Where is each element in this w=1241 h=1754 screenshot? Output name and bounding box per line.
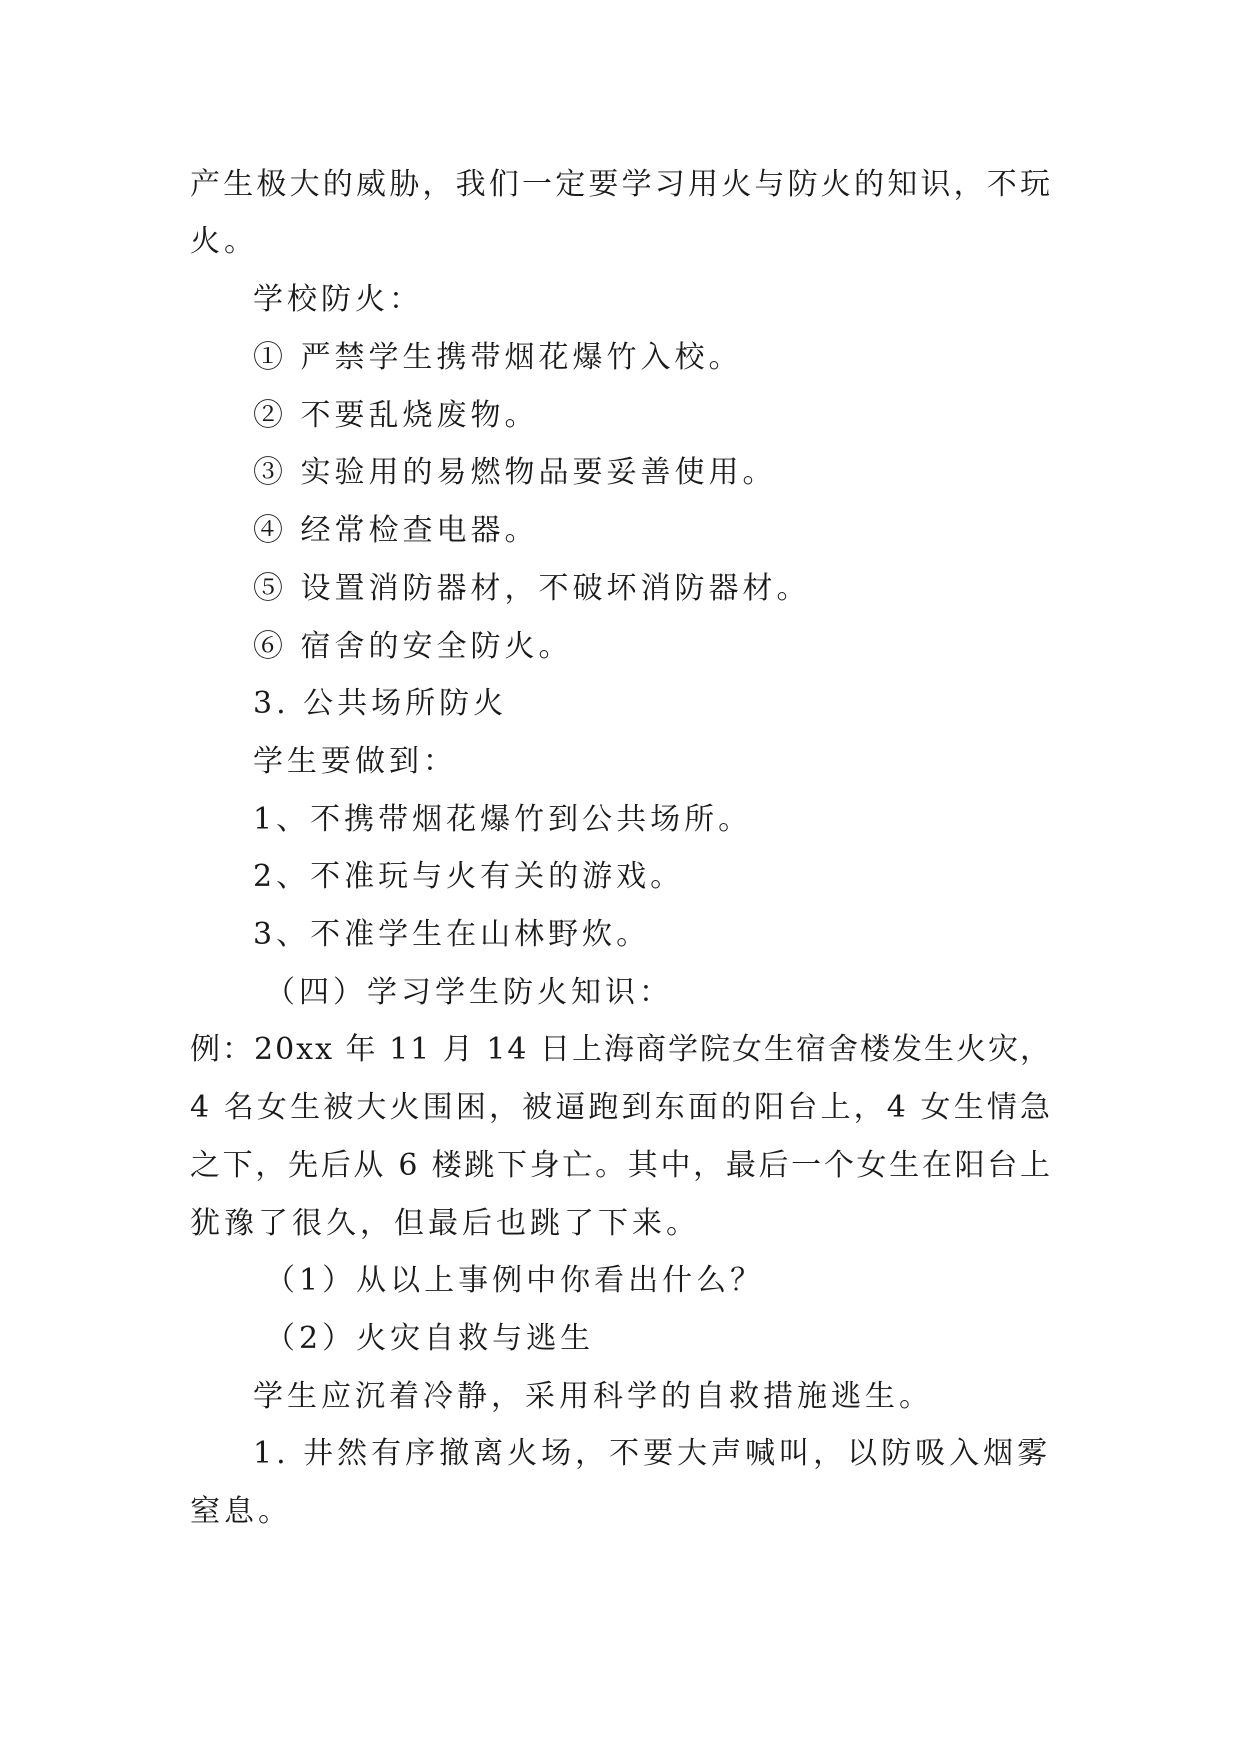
paragraph-line: 犹豫了很久，但最后也跳了下来。 bbox=[190, 1206, 700, 1241]
list-item: ③ 实验用的易燃物品要妥善使用。 bbox=[253, 455, 777, 490]
paragraph-line: 例：20xx 年 11 月 14 日上海商学院女生宿舍楼发生火灾， bbox=[190, 1032, 1053, 1067]
paragraph-line: 之下，先后从 6 楼跳下身亡。其中，最后一个女生在阳台上 bbox=[190, 1148, 1052, 1183]
paragraph-line: 学生应沉着冷静，采用科学的自救措施逃生。 bbox=[253, 1379, 933, 1414]
paragraph-line: 火。 bbox=[190, 224, 258, 259]
list-item: ⑥ 宿舍的安全防火。 bbox=[253, 629, 573, 664]
section-heading: 3. 公共场所防火 bbox=[253, 686, 508, 721]
list-item: 2、不准玩与火有关的游戏。 bbox=[253, 859, 685, 894]
list-item: ② 不要乱烧废物。 bbox=[253, 398, 539, 433]
list-item: ① 严禁学生携带烟花爆竹入校。 bbox=[253, 340, 743, 375]
paragraph-line: 产生极大的威胁，我们一定要学习用火与防火的知识，不玩 bbox=[190, 167, 1052, 202]
paragraph-line: 1. 井然有序撤离火场，不要大声喊叫，以防吸入烟雾 bbox=[253, 1436, 1052, 1471]
list-item: ⑤ 设置消防器材，不破坏消防器材。 bbox=[253, 571, 811, 606]
section-heading: 学校防火： bbox=[253, 282, 423, 317]
section-heading: （四）学习学生防火知识： bbox=[265, 975, 673, 1010]
paragraph-line: 4 名女生被大火围困，被逼跑到东面的阳台上，4 女生情急 bbox=[190, 1090, 1052, 1125]
list-item: ④ 经常检查电器。 bbox=[253, 513, 539, 548]
question-item: （1）从以上事例中你看出什么？ bbox=[265, 1263, 765, 1298]
paragraph-line: 学生要做到： bbox=[253, 744, 457, 779]
paragraph-line: 窒息。 bbox=[190, 1494, 292, 1529]
list-item: 3、不准学生在山林野炊。 bbox=[253, 917, 651, 952]
question-item: （2）火灾自救与逃生 bbox=[265, 1321, 595, 1356]
list-item: 1、不携带烟花爆竹到公共场所。 bbox=[253, 802, 753, 837]
